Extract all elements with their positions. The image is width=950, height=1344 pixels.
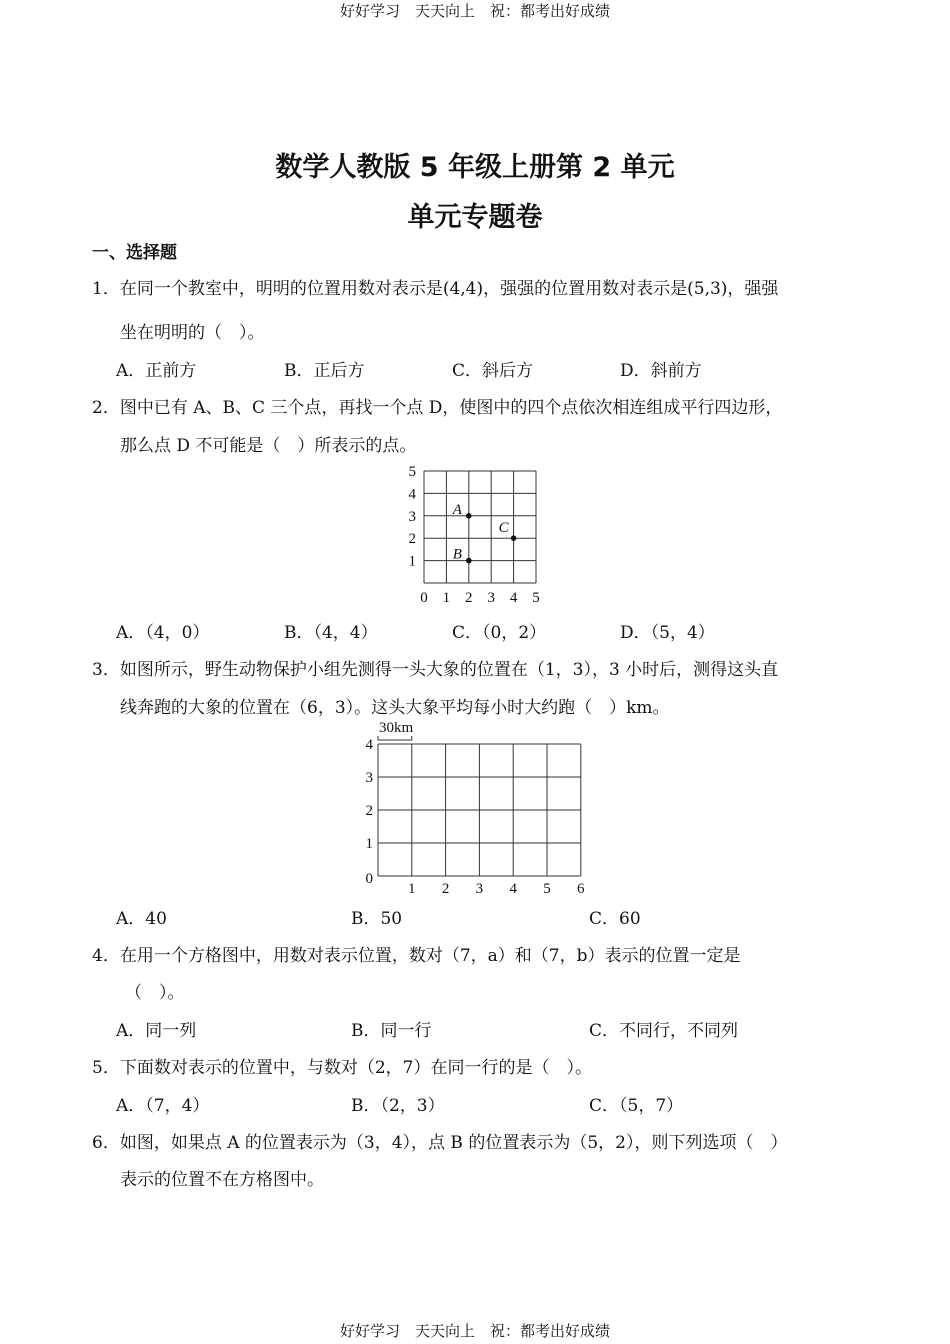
x-tick-label: 3 <box>487 590 495 606</box>
question-1-option-d: D．斜前方 <box>620 361 702 381</box>
x-tick-label: 5 <box>532 590 540 606</box>
question-1-option-a: A．正前方 <box>116 361 197 381</box>
question-6-line2: 表示的位置不在方格图中。 <box>120 1170 324 1190</box>
y-tick-label: 3 <box>365 770 373 786</box>
x-tick-label: 0 <box>420 590 428 606</box>
scale-bracket <box>378 736 412 740</box>
question-4-option-b: B．同一行 <box>351 1021 432 1041</box>
question-6-line1: 6．如图，如果点 A 的位置表示为（3，4），点 B 的位置表示为（5，2），则下列选项（ ） <box>92 1133 788 1153</box>
question-2-option-d: D．（5，4） <box>620 623 715 643</box>
x-tick-label: 4 <box>509 590 518 606</box>
question-4-option-a: A．同一列 <box>116 1021 197 1041</box>
coordinate-grid-figure-1 <box>395 462 555 606</box>
page-subtitle: 单元专题卷 <box>407 202 543 233</box>
question-5-line1: 5．下面数对表示的位置中，与数对（2，7）在同一行的是（ ）。 <box>92 1058 592 1078</box>
question-4-option-c: C．不同行，不同列 <box>589 1021 739 1041</box>
y-tick-label: 2 <box>365 803 373 819</box>
x-tick-label: 1 <box>442 590 451 606</box>
y-tick-label: 1 <box>365 836 373 852</box>
question-2-option-b: B．（4，4） <box>284 623 378 643</box>
section-heading: 一、选择题 <box>92 243 177 263</box>
x-tick-label: 5 <box>543 881 551 896</box>
x-tick-label: 6 <box>577 881 585 896</box>
question-5-option-b: B．（2，3） <box>351 1096 445 1116</box>
question-2-option-c: C．（0，2） <box>452 623 547 643</box>
question-2-line1: 2．图中已有 A、B、C 三个点，再找一个点 D，使图中的四个点依次相连组成平行四边形， <box>92 398 783 418</box>
point-label-b: B <box>452 546 462 563</box>
x-tick-labels <box>420 590 540 606</box>
grid-lines <box>424 471 536 583</box>
question-2-option-a: A．（4，0） <box>116 623 210 643</box>
x-tick-label: 3 <box>475 881 484 896</box>
points <box>452 502 517 564</box>
y-tick-label: 3 <box>408 508 416 525</box>
point-label-c: C <box>498 520 509 537</box>
scale-label: 30km <box>379 720 414 736</box>
coordinate-grid-figure-2 <box>355 718 595 896</box>
point-label-a: A <box>452 501 462 518</box>
scale-bar <box>378 720 414 740</box>
point-c <box>511 535 517 541</box>
y-tick-label: 0 <box>365 871 373 887</box>
question-3-line1: 3．如图所示，野生动物保护小组先测得一头大象的位置在（1，3），3 小时后，测得这头直 <box>92 660 779 680</box>
grid-lines <box>378 744 581 876</box>
y-tick-label: 2 <box>408 531 416 548</box>
y-tick-label: 4 <box>365 737 373 753</box>
question-3-option-c: C．60 <box>589 909 641 929</box>
question-5-option-a: A．（7，4） <box>116 1096 210 1116</box>
question-5-option-c: C．（5，7） <box>589 1096 684 1116</box>
question-1-line1: 1．在同一个教室中，明明的位置用数对表示是(4,4)，强强的位置用数对表示是(5,3)，强强 <box>92 279 779 299</box>
question-3-option-a: A．40 <box>116 909 167 929</box>
question-1-option-b: B．正后方 <box>284 361 365 381</box>
question-1-option-c: C．斜后方 <box>452 361 534 381</box>
question-3-line2: 线奔跑的大象的位置在（6，3）。这头大象平均每小时大约跑（ ）km。 <box>120 698 670 718</box>
page-header: 好好学习 天天向上 祝：都考出好成绩 <box>339 2 610 20</box>
x-tick-label: 2 <box>465 590 473 606</box>
question-4-line2: （ ）。 <box>125 983 185 1003</box>
question-1-line2: 坐在明明的（ ）。 <box>120 323 265 343</box>
x-tick-label: 1 <box>408 881 416 896</box>
point-a <box>466 513 472 519</box>
question-4-line1: 4．在用一个方格图中，用数对表示位置，数对（7，a）和（7，b）表示的位置一定是 <box>92 946 741 966</box>
y-tick-label: 4 <box>408 486 416 503</box>
y-tick-labels <box>366 737 374 887</box>
x-tick-labels <box>408 881 585 896</box>
page-title: 数学人教版 5 年级上册第 2 单元 <box>275 152 675 183</box>
page-footer: 好好学习 天天向上 祝：都考出好成绩 <box>339 1322 610 1340</box>
point-b <box>466 558 472 564</box>
x-tick-label: 2 <box>441 881 450 896</box>
question-3-option-b: B．50 <box>351 909 403 929</box>
x-tick-label: 4 <box>509 881 517 896</box>
y-tick-labels <box>409 464 417 570</box>
y-tick-label: 5 <box>408 464 416 480</box>
y-tick-label: 1 <box>408 553 416 570</box>
question-2-line2: 那么点 D 不可能是（ ）所表示的点。 <box>120 436 417 456</box>
